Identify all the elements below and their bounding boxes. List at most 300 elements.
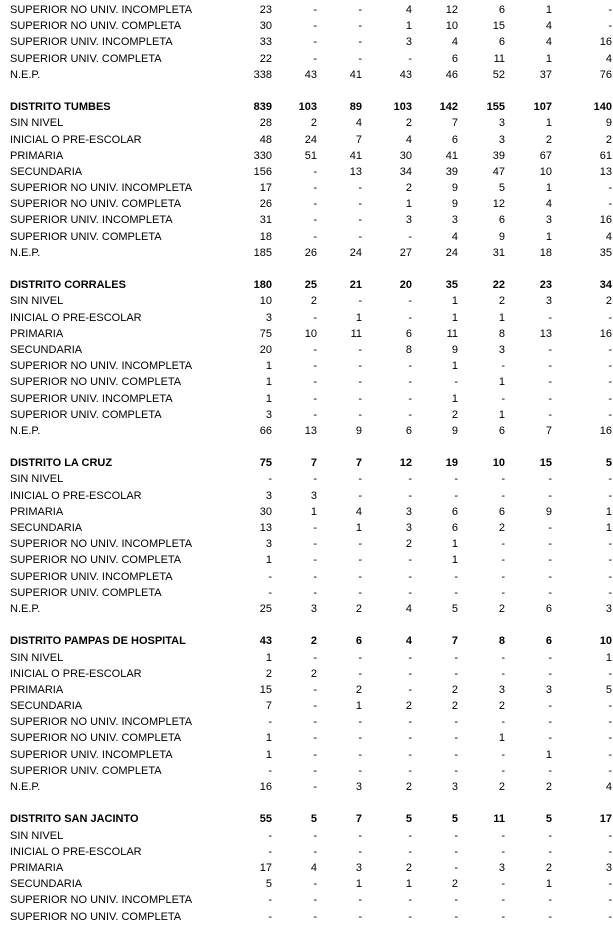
value-cell: 1 bbox=[545, 182, 552, 195]
table-row bbox=[0, 212, 613, 228]
value-cell: 2 bbox=[405, 700, 412, 713]
value-cell: - bbox=[358, 392, 362, 405]
value-cell: 4 bbox=[405, 635, 412, 648]
value-cell: - bbox=[454, 910, 458, 923]
value-cell: 41 bbox=[349, 149, 362, 162]
value-cell: - bbox=[408, 489, 412, 502]
value-cell: - bbox=[313, 198, 317, 211]
value-cell: - bbox=[548, 360, 552, 373]
row-label: DISTRITO TUMBES bbox=[10, 101, 111, 114]
value-cell: - bbox=[501, 910, 505, 923]
value-cell: 10 bbox=[492, 457, 505, 470]
value-cell: - bbox=[358, 230, 362, 243]
value-cell: - bbox=[548, 667, 552, 680]
value-cell: 1 bbox=[405, 878, 412, 891]
value-cell: - bbox=[548, 716, 552, 729]
value-cell: - bbox=[408, 360, 412, 373]
table-row bbox=[0, 51, 613, 67]
table-row bbox=[0, 34, 613, 50]
value-cell: 12 bbox=[445, 4, 458, 16]
value-cell: 3 bbox=[545, 214, 552, 227]
value-cell: 6 bbox=[545, 602, 552, 615]
value-cell: 13 bbox=[539, 327, 552, 340]
value-cell: - bbox=[501, 489, 505, 502]
row-label: N.E.P. bbox=[10, 602, 41, 615]
value-cell: 2 bbox=[405, 182, 412, 195]
value-cell: 3 bbox=[545, 295, 552, 308]
value-cell: 7 bbox=[355, 457, 362, 470]
value-cell: 35 bbox=[599, 246, 612, 259]
value-cell: 4 bbox=[605, 781, 612, 793]
value-cell: 34 bbox=[399, 165, 412, 178]
row-label: PRIMARIA bbox=[10, 683, 64, 696]
value-cell: 1 bbox=[405, 198, 412, 211]
value-cell: - bbox=[454, 489, 458, 502]
value-cell: - bbox=[358, 586, 362, 599]
value-cell: - bbox=[408, 554, 412, 567]
value-cell: 4 bbox=[545, 198, 552, 211]
row-label: DISTRITO LA CRUZ bbox=[10, 457, 113, 470]
value-cell: 1 bbox=[545, 748, 552, 761]
value-cell: - bbox=[268, 910, 272, 923]
value-cell: - bbox=[608, 311, 612, 324]
value-cell: 3 bbox=[605, 861, 612, 874]
value-cell: 25 bbox=[259, 602, 272, 615]
table-row bbox=[0, 504, 613, 520]
value-cell: 2 bbox=[545, 861, 552, 874]
value-cell: - bbox=[358, 894, 362, 907]
row-label: PRIMARIA bbox=[10, 149, 64, 162]
value-cell: 103 bbox=[393, 101, 412, 114]
value-cell: - bbox=[313, 376, 317, 389]
table-row bbox=[0, 876, 613, 892]
value-cell: - bbox=[548, 829, 552, 842]
table-row bbox=[0, 310, 613, 326]
row-label: SUPERIOR NO UNIV. INCOMPLETA bbox=[10, 894, 193, 907]
value-cell: - bbox=[408, 376, 412, 389]
value-cell: 1 bbox=[265, 732, 272, 745]
value-cell: - bbox=[358, 473, 362, 486]
table-row bbox=[0, 358, 613, 374]
value-cell: 1 bbox=[605, 522, 612, 534]
value-cell: - bbox=[608, 182, 612, 195]
value-cell: 13 bbox=[259, 522, 272, 534]
value-cell: 43 bbox=[304, 68, 317, 81]
table-row bbox=[0, 342, 613, 358]
value-cell: - bbox=[608, 732, 612, 745]
value-cell: - bbox=[408, 748, 412, 761]
value-cell: 6 bbox=[355, 635, 362, 648]
value-cell: 2 bbox=[451, 878, 458, 891]
value-cell: 3 bbox=[605, 602, 612, 615]
value-cell: 2 bbox=[451, 683, 458, 696]
value-cell: 20 bbox=[399, 279, 412, 292]
row-label: SIN NIVEL bbox=[10, 473, 64, 486]
value-cell: 7 bbox=[265, 700, 272, 713]
value-cell: - bbox=[313, 360, 317, 373]
value-cell: - bbox=[358, 343, 362, 356]
value-cell: - bbox=[358, 570, 362, 583]
value-cell: 2 bbox=[498, 295, 505, 308]
value-cell: 3 bbox=[451, 781, 458, 793]
value-cell: 1 bbox=[451, 360, 458, 373]
value-cell: - bbox=[501, 894, 505, 907]
row-label: SUPERIOR UNIV. COMPLETA bbox=[10, 764, 162, 777]
row-label: SECUNDARIA bbox=[10, 165, 83, 178]
row-label: SUPERIOR UNIV. INCOMPLETA bbox=[10, 392, 173, 405]
value-cell: 13 bbox=[349, 165, 362, 178]
district-header-row bbox=[0, 633, 613, 649]
row-label: INICIAL O PRE-ESCOLAR bbox=[10, 845, 142, 858]
value-cell: 35 bbox=[445, 279, 458, 292]
value-cell: - bbox=[313, 311, 317, 324]
district-header-row bbox=[0, 277, 613, 293]
table-row bbox=[0, 682, 613, 698]
value-cell: 103 bbox=[298, 101, 317, 114]
row-label: SUPERIOR NO UNIV. INCOMPLETA bbox=[10, 182, 193, 195]
table-row bbox=[0, 164, 613, 180]
value-cell: - bbox=[454, 586, 458, 599]
value-cell: - bbox=[548, 700, 552, 713]
row-label: SUPERIOR UNIV. INCOMPLETA bbox=[10, 570, 173, 583]
value-cell: - bbox=[608, 845, 612, 858]
value-cell: 155 bbox=[486, 101, 505, 114]
value-cell: - bbox=[501, 392, 505, 405]
value-cell: - bbox=[608, 829, 612, 842]
value-cell: - bbox=[454, 764, 458, 777]
value-cell: 2 bbox=[310, 667, 317, 680]
value-cell: - bbox=[454, 845, 458, 858]
value-cell: 2 bbox=[545, 781, 552, 793]
value-cell: - bbox=[358, 408, 362, 421]
section-spacer bbox=[0, 795, 613, 811]
value-cell: - bbox=[548, 376, 552, 389]
value-cell: - bbox=[501, 845, 505, 858]
value-cell: 43 bbox=[259, 635, 272, 648]
value-cell: - bbox=[608, 392, 612, 405]
value-cell: - bbox=[408, 311, 412, 324]
value-cell: 15 bbox=[492, 20, 505, 33]
value-cell: 6 bbox=[451, 52, 458, 65]
value-cell: 5 bbox=[605, 457, 612, 470]
value-cell: 3 bbox=[498, 683, 505, 696]
row-label: SECUNDARIA bbox=[10, 700, 83, 713]
value-cell: 3 bbox=[545, 683, 552, 696]
value-cell: 1 bbox=[498, 376, 505, 389]
value-cell: - bbox=[454, 732, 458, 745]
value-cell: 66 bbox=[259, 424, 272, 437]
value-cell: 2 bbox=[405, 538, 412, 551]
value-cell: 2 bbox=[405, 781, 412, 793]
value-cell: 9 bbox=[498, 230, 505, 243]
value-cell: - bbox=[358, 295, 362, 308]
value-cell: 1 bbox=[310, 505, 317, 518]
value-cell: - bbox=[454, 716, 458, 729]
value-cell: - bbox=[608, 408, 612, 421]
value-cell: - bbox=[408, 408, 412, 421]
value-cell: 10 bbox=[539, 165, 552, 178]
value-cell: - bbox=[454, 376, 458, 389]
value-cell: 8 bbox=[498, 327, 505, 340]
value-cell: 30 bbox=[399, 149, 412, 162]
row-label: PRIMARIA bbox=[10, 327, 64, 340]
value-cell: 6 bbox=[405, 424, 412, 437]
value-cell: 3 bbox=[405, 522, 412, 534]
value-cell: - bbox=[548, 570, 552, 583]
value-cell: - bbox=[501, 554, 505, 567]
value-cell: - bbox=[608, 473, 612, 486]
value-cell: 1 bbox=[498, 311, 505, 324]
value-cell: 25 bbox=[304, 279, 317, 292]
value-cell: - bbox=[268, 829, 272, 842]
row-label: SUPERIOR UNIV. COMPLETA bbox=[10, 408, 162, 421]
value-cell: 2 bbox=[310, 635, 317, 648]
value-cell: 47 bbox=[492, 165, 505, 178]
value-cell: - bbox=[313, 165, 317, 178]
value-cell: 23 bbox=[539, 279, 552, 292]
table-row bbox=[0, 828, 613, 844]
value-cell: 8 bbox=[405, 343, 412, 356]
value-cell: - bbox=[313, 36, 317, 49]
row-label: SUPERIOR NO UNIV. COMPLETA bbox=[10, 732, 182, 745]
value-cell: - bbox=[358, 214, 362, 227]
value-cell: 7 bbox=[451, 635, 458, 648]
value-cell: - bbox=[408, 586, 412, 599]
value-cell: 4 bbox=[405, 602, 412, 615]
value-cell: 6 bbox=[498, 424, 505, 437]
value-cell: 75 bbox=[259, 457, 272, 470]
table-row bbox=[0, 196, 613, 212]
value-cell: 55 bbox=[259, 813, 272, 826]
value-cell: 18 bbox=[259, 230, 272, 243]
value-cell: - bbox=[313, 343, 317, 356]
value-cell: 6 bbox=[451, 133, 458, 146]
value-cell: - bbox=[548, 408, 552, 421]
district-header-row bbox=[0, 99, 613, 115]
value-cell: - bbox=[358, 732, 362, 745]
value-cell: 4 bbox=[545, 36, 552, 49]
value-cell: - bbox=[358, 538, 362, 551]
value-cell: - bbox=[313, 408, 317, 421]
row-label: SUPERIOR NO UNIV. INCOMPLETA bbox=[10, 360, 193, 373]
value-cell: 1 bbox=[451, 554, 458, 567]
row-label: SUPERIOR NO UNIV. COMPLETA bbox=[10, 554, 182, 567]
row-label: SECUNDARIA bbox=[10, 343, 83, 356]
value-cell: 1 bbox=[265, 376, 272, 389]
value-cell: - bbox=[608, 586, 612, 599]
value-cell: 75 bbox=[259, 327, 272, 340]
value-cell: - bbox=[501, 829, 505, 842]
row-label: SUPERIOR NO UNIV. INCOMPLETA bbox=[10, 4, 193, 16]
value-cell: 52 bbox=[492, 68, 505, 81]
value-cell: - bbox=[268, 570, 272, 583]
value-cell: 30 bbox=[259, 20, 272, 33]
value-cell: 21 bbox=[349, 279, 362, 292]
table-row bbox=[0, 115, 613, 131]
value-cell: - bbox=[548, 845, 552, 858]
value-cell: - bbox=[313, 700, 317, 713]
value-cell: 12 bbox=[492, 198, 505, 211]
value-cell: 89 bbox=[349, 101, 362, 114]
value-cell: - bbox=[454, 748, 458, 761]
value-cell: 4 bbox=[451, 36, 458, 49]
value-cell: 46 bbox=[445, 68, 458, 81]
value-cell: 2 bbox=[498, 700, 505, 713]
value-cell: 43 bbox=[399, 68, 412, 81]
value-cell: - bbox=[313, 20, 317, 33]
value-cell: - bbox=[501, 538, 505, 551]
value-cell: 5 bbox=[451, 813, 458, 826]
value-cell: 22 bbox=[492, 279, 505, 292]
value-cell: - bbox=[313, 683, 317, 696]
value-cell: 1 bbox=[265, 554, 272, 567]
value-cell: - bbox=[313, 829, 317, 842]
value-cell: - bbox=[268, 894, 272, 907]
value-cell: 41 bbox=[349, 68, 362, 81]
value-cell: 142 bbox=[439, 101, 458, 114]
value-cell: 1 bbox=[545, 878, 552, 891]
value-cell: - bbox=[548, 538, 552, 551]
value-cell: - bbox=[358, 667, 362, 680]
value-cell: 4 bbox=[355, 117, 362, 130]
section-spacer bbox=[0, 439, 613, 455]
table-row bbox=[0, 747, 613, 763]
table-row bbox=[0, 844, 613, 860]
value-cell: - bbox=[358, 651, 362, 664]
value-cell: - bbox=[608, 538, 612, 551]
table-row bbox=[0, 536, 613, 552]
value-cell: 37 bbox=[539, 68, 552, 81]
value-cell: - bbox=[548, 311, 552, 324]
value-cell: 2 bbox=[605, 295, 612, 308]
value-cell: 39 bbox=[492, 149, 505, 162]
table-row bbox=[0, 407, 613, 423]
value-cell: 9 bbox=[545, 505, 552, 518]
value-cell: 4 bbox=[405, 4, 412, 16]
value-cell: 9 bbox=[451, 182, 458, 195]
value-cell: 16 bbox=[259, 781, 272, 793]
value-cell: - bbox=[608, 910, 612, 923]
value-cell: 16 bbox=[599, 214, 612, 227]
value-cell: 10 bbox=[304, 327, 317, 340]
value-cell: 330 bbox=[253, 149, 272, 162]
row-label: N.E.P. bbox=[10, 68, 41, 81]
value-cell: 17 bbox=[599, 813, 612, 826]
value-cell: - bbox=[454, 473, 458, 486]
row-label: SIN NIVEL bbox=[10, 651, 64, 664]
value-cell: 6 bbox=[498, 505, 505, 518]
value-cell: 1 bbox=[545, 4, 552, 16]
value-cell: 5 bbox=[405, 813, 412, 826]
value-cell: 1 bbox=[451, 392, 458, 405]
value-cell: - bbox=[408, 683, 412, 696]
value-cell: 16 bbox=[599, 36, 612, 49]
value-cell: 7 bbox=[310, 457, 317, 470]
value-cell: - bbox=[268, 764, 272, 777]
row-label: DISTRITO SAN JACINTO bbox=[10, 813, 139, 826]
value-cell: - bbox=[408, 667, 412, 680]
value-cell: - bbox=[501, 473, 505, 486]
value-cell: - bbox=[358, 829, 362, 842]
table-row bbox=[0, 779, 613, 795]
table-row bbox=[0, 374, 613, 390]
row-label: SECUNDARIA bbox=[10, 522, 83, 534]
district-header-row bbox=[0, 455, 613, 471]
value-cell: - bbox=[608, 894, 612, 907]
value-cell: 9 bbox=[451, 424, 458, 437]
value-cell: 1 bbox=[355, 878, 362, 891]
value-cell: - bbox=[408, 910, 412, 923]
value-cell: 1 bbox=[545, 52, 552, 65]
value-cell: - bbox=[313, 214, 317, 227]
value-cell: 1 bbox=[265, 360, 272, 373]
table-row bbox=[0, 569, 613, 585]
value-cell: - bbox=[608, 554, 612, 567]
value-cell: - bbox=[268, 473, 272, 486]
value-cell: - bbox=[608, 700, 612, 713]
table-row bbox=[0, 2, 613, 18]
row-label: SUPERIOR NO UNIV. COMPLETA bbox=[10, 910, 182, 923]
value-cell: - bbox=[548, 894, 552, 907]
value-cell: - bbox=[501, 716, 505, 729]
value-cell: 4 bbox=[605, 52, 612, 65]
value-cell: 20 bbox=[259, 343, 272, 356]
value-cell: - bbox=[313, 570, 317, 583]
table-row bbox=[0, 909, 613, 925]
value-cell: 156 bbox=[253, 165, 272, 178]
value-cell: - bbox=[408, 894, 412, 907]
value-cell: 17 bbox=[259, 861, 272, 874]
value-cell: 4 bbox=[545, 20, 552, 33]
value-cell: 11 bbox=[493, 813, 505, 826]
value-cell: - bbox=[358, 52, 362, 65]
value-cell: 39 bbox=[445, 165, 458, 178]
row-label: DISTRITO CORRALES bbox=[10, 279, 126, 292]
value-cell: - bbox=[313, 230, 317, 243]
value-cell: 17 bbox=[259, 182, 272, 195]
row-label: SUPERIOR NO UNIV. INCOMPLETA bbox=[10, 716, 193, 729]
table-row bbox=[0, 763, 613, 779]
value-cell: 2 bbox=[405, 861, 412, 874]
value-cell: - bbox=[501, 586, 505, 599]
value-cell: - bbox=[313, 522, 317, 534]
table-row bbox=[0, 552, 613, 568]
table-row bbox=[0, 180, 613, 196]
table-row bbox=[0, 650, 613, 666]
value-cell: 3 bbox=[310, 602, 317, 615]
value-cell: 1 bbox=[545, 117, 552, 130]
value-cell: 48 bbox=[259, 133, 272, 146]
value-cell: 16 bbox=[599, 424, 612, 437]
row-label: SIN NIVEL bbox=[10, 117, 64, 130]
value-cell: - bbox=[548, 522, 552, 534]
value-cell: 1 bbox=[265, 392, 272, 405]
value-cell: 2 bbox=[498, 602, 505, 615]
value-cell: 27 bbox=[399, 246, 412, 259]
value-cell: - bbox=[268, 716, 272, 729]
table-row bbox=[0, 666, 613, 682]
value-cell: - bbox=[548, 651, 552, 664]
value-cell: - bbox=[501, 878, 505, 891]
value-cell: 4 bbox=[605, 230, 612, 243]
value-cell: - bbox=[501, 651, 505, 664]
value-cell: 2 bbox=[310, 295, 317, 308]
table-row bbox=[0, 326, 613, 342]
value-cell: 7 bbox=[451, 117, 458, 130]
table-row bbox=[0, 148, 613, 164]
value-cell: 30 bbox=[259, 505, 272, 518]
value-cell: - bbox=[501, 764, 505, 777]
